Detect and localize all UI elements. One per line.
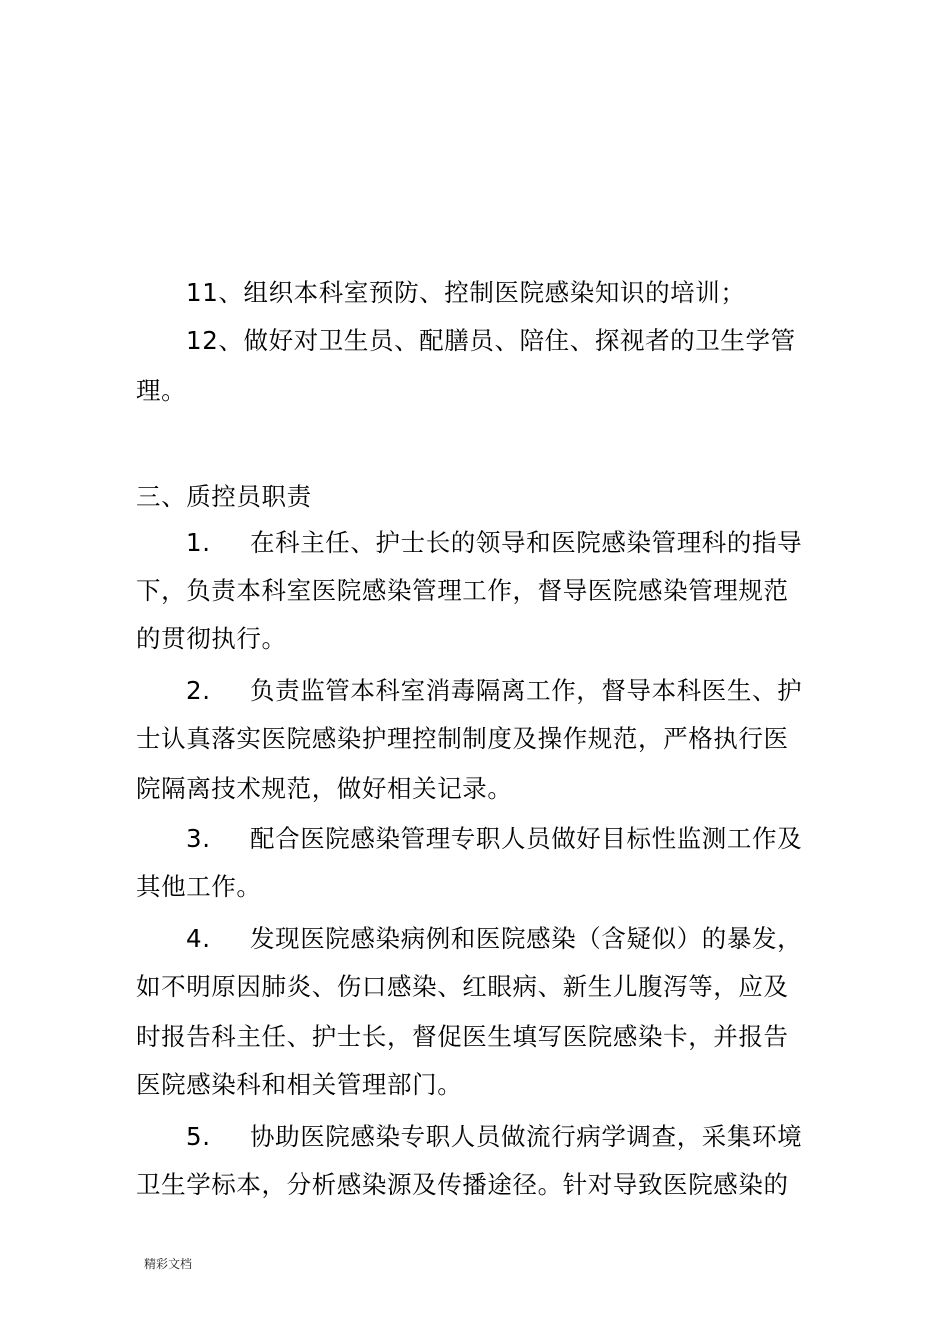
list-item-1 [186, 528, 802, 558]
list-item-2-continuation: 院隔离技术规范，做好相关记录。 [136, 774, 513, 803]
list-item-4-continuation: 医院感染科和相关管理部门。 [136, 1070, 463, 1099]
footer-label: 精彩文档 [144, 1257, 193, 1271]
list-item-text: 发现医院感染病例和医院感染（含疑似）的暴发， [250, 924, 803, 953]
list-item-2 [186, 676, 802, 706]
list-item-5 [186, 1122, 802, 1152]
list-item-text: 负责监管本科室消毒隔离工作，督导本科医生、护 [250, 676, 803, 705]
list-item-4-continuation: 时报告科主任、护士长，督促医生填写医院感染卡，并报告 [136, 1022, 789, 1051]
list-item-number: 2. [186, 676, 211, 705]
list-item-number: 4. [186, 924, 211, 953]
list-item-4-continuation: 如不明原因肺炎、伤口感染、红眼病、新生儿腹泻等，应及 [136, 972, 789, 1001]
list-item-text: 协助医院感染专职人员做流行病学调查，采集环境 [250, 1122, 803, 1151]
list-item-text: 配合医院感染管理专职人员做好目标性监测工作及 [250, 824, 803, 853]
list-item-number: 3. [186, 824, 211, 853]
list-item-number: 1. [186, 528, 211, 557]
list-item-1-continuation: 的贯彻执行。 [136, 624, 287, 653]
paragraph-item-12: 12、做好对卫生员、配膳员、陪住、探视者的卫生学管 [186, 326, 796, 355]
list-item-1-continuation: 下，负责本科室医院感染管理工作，督导医院感染管理规范 [136, 576, 789, 605]
paragraph-item-12-continuation: 理。 [136, 376, 187, 405]
list-item-text: 在科主任、护士长的领导和医院感染管理科的指导 [250, 528, 803, 557]
paragraph-item-11: 11、组织本科室预防、控制医院感染知识的培训； [186, 278, 746, 307]
list-item-2-continuation: 士认真落实医院感染护理控制制度及操作规范，严格执行医 [136, 724, 789, 753]
list-item-5-continuation: 卫生学标本，分析感染源及传播途径。针对导致医院感染的 [136, 1170, 789, 1199]
list-item-3-continuation: 其他工作。 [136, 872, 262, 901]
list-item-3 [186, 824, 802, 854]
list-item-number: 5. [186, 1122, 211, 1151]
section-title: 三、质控员职责 [136, 482, 312, 511]
list-item-4 [186, 924, 802, 954]
